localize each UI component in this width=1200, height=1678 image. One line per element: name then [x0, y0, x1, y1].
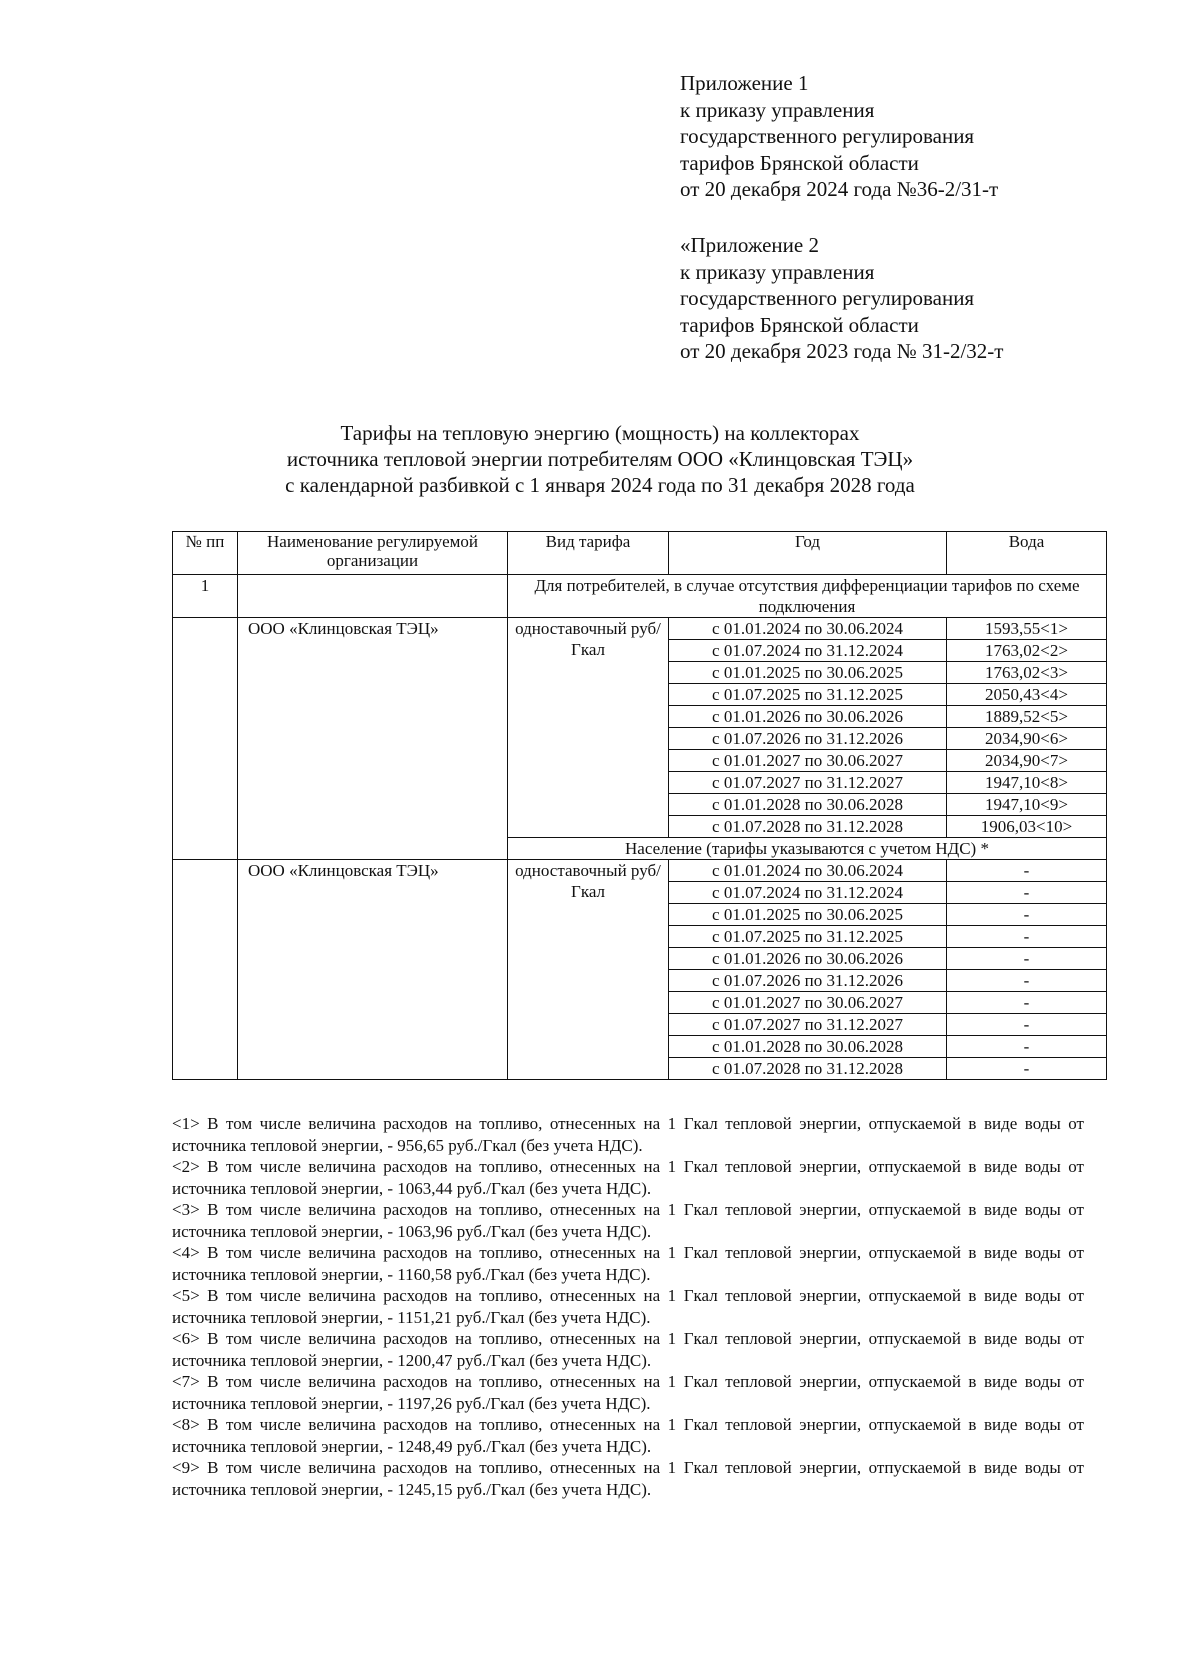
period-cell: с 01.07.2028 по 31.12.2028 [669, 816, 947, 838]
water-value-cell: - [947, 970, 1107, 992]
period-cell: с 01.01.2028 по 30.06.2028 [669, 794, 947, 816]
water-value-cell: - [947, 860, 1107, 882]
period-cell: с 01.01.2025 по 30.06.2025 [669, 662, 947, 684]
header-water: Вода [947, 532, 1107, 575]
water-value-cell: - [947, 992, 1107, 1014]
period-cell: с 01.01.2027 по 30.06.2027 [669, 750, 947, 772]
period-cell: с 01.01.2027 по 30.06.2027 [669, 992, 947, 1014]
footnote: <1> В том числе величина расходов на топливо, отнесенных на 1 Гкал тепловой энергии, отпускаемой в виде воды от источника тепловой энергии, - 956,65 руб./Гкал (без учета НДС). [172, 1114, 1084, 1155]
water-value-cell: 1947,10<8> [947, 772, 1107, 794]
period-cell: с 01.01.2026 по 30.06.2026 [669, 948, 947, 970]
appendix-1-line: от 20 декабря 2024 года №36-2/31-т [680, 177, 999, 201]
table-row [173, 618, 1107, 640]
section-1-title-row [173, 575, 1107, 618]
period-cell: с 01.07.2024 по 31.12.2024 [669, 882, 947, 904]
period-cell: с 01.07.2025 по 31.12.2025 [669, 684, 947, 706]
footnote: <4> В том числе величина расходов на топливо, отнесенных на 1 Гкал тепловой энергии, отпускаемой в виде воды от источника тепловой энергии, - 1160,58 руб./Гкал (без учета НДС). [172, 1243, 1084, 1284]
appendix-2-line: тарифов Брянской области [680, 312, 919, 337]
empty-num-cell [173, 618, 238, 860]
footnote: <6> В том числе величина расходов на топливо, отнесенных на 1 Гкал тепловой энергии, отпускаемой в виде воды от источника тепловой энергии, - 1200,47 руб./Гкал (без учета НДС). [172, 1329, 1084, 1370]
organization-name: ООО «Клинцовская ТЭЦ» [238, 860, 508, 1080]
appendix-2-header [680, 232, 1003, 365]
footnote: <7> В том числе величина расходов на топливо, отнесенных на 1 Гкал тепловой энергии, отпускаемой в виде воды от источника тепловой энергии, - 1197,26 руб./Гкал (без учета НДС). [172, 1372, 1084, 1413]
tariff-type: одноставочный руб/Гкал [508, 860, 669, 1080]
appendix-2-line: от 20 декабря 2023 года № 31-2/32-т [680, 339, 1004, 363]
period-cell: с 01.07.2026 по 31.12.2026 [669, 970, 947, 992]
period-cell: с 01.01.2024 по 30.06.2024 [669, 860, 947, 882]
period-cell: с 01.07.2027 по 31.12.2027 [669, 1014, 947, 1036]
table-header-row [173, 532, 1107, 575]
water-value-cell: - [947, 882, 1107, 904]
water-value-cell: 2034,90<6> [947, 728, 1107, 750]
water-value-cell: - [947, 1036, 1107, 1058]
appendix-2-line: «Приложение 2 [680, 233, 819, 257]
header-tariff-type: Вид тарифа [508, 532, 669, 575]
footnote: <3> В том числе величина расходов на топливо, отнесенных на 1 Гкал тепловой энергии, отпускаемой в виде воды от источника тепловой энергии, - 1063,96 руб./Гкал (без учета НДС). [172, 1200, 1084, 1241]
water-value-cell: - [947, 1014, 1107, 1036]
header-num: № пп [173, 532, 238, 575]
water-value-cell: 2050,43<4> [947, 684, 1107, 706]
water-value-cell: 1763,02<3> [947, 662, 1107, 684]
section-2-title: Население (тарифы указываются с учетом НДС) * [508, 838, 1107, 860]
section-1-title: Для потребителей, в случае отсутствия дифференциации тарифов по схеме подключения [508, 575, 1107, 618]
title-line: с календарной разбивкой с 1 января 2024 года по 31 декабря 2028 года [285, 473, 915, 497]
tariff-type: одноставочный руб/Гкал [508, 618, 669, 838]
footnote: <9> В том числе величина расходов на топливо, отнесенных на 1 Гкал тепловой энергии, отпускаемой в виде воды от источника тепловой энергии, - 1245,15 руб./Гкал (без учета НДС). [172, 1458, 1084, 1499]
period-cell: с 01.07.2026 по 31.12.2026 [669, 728, 947, 750]
footnote: <8> В том числе величина расходов на топливо, отнесенных на 1 Гкал тепловой энергии, отпускаемой в виде воды от источника тепловой энергии, - 1248,49 руб./Гкал (без учета НДС). [172, 1415, 1084, 1456]
row-number: 1 [173, 575, 238, 618]
water-value-cell: 1763,02<2> [947, 640, 1107, 662]
tariff-table [172, 531, 1107, 1080]
period-cell: с 01.01.2026 по 30.06.2026 [669, 706, 947, 728]
period-cell: с 01.07.2024 по 31.12.2024 [669, 640, 947, 662]
empty-num-cell [173, 860, 238, 1080]
water-value-cell: - [947, 926, 1107, 948]
organization-name: ООО «Клинцовская ТЭЦ» [238, 618, 508, 860]
period-cell: с 01.07.2027 по 31.12.2027 [669, 772, 947, 794]
footnote: <2> В том числе величина расходов на топливо, отнесенных на 1 Гкал тепловой энергии, отпускаемой в виде воды от источника тепловой энергии, - 1063,44 руб./Гкал (без учета НДС). [172, 1157, 1084, 1198]
water-value-cell: 1906,03<10> [947, 816, 1107, 838]
water-value-cell: 1889,52<5> [947, 706, 1107, 728]
water-value-cell: - [947, 948, 1107, 970]
water-value-cell: - [947, 904, 1107, 926]
footnotes [172, 1113, 1084, 1500]
period-cell: с 01.07.2025 по 31.12.2025 [669, 926, 947, 948]
water-value-cell: 1593,55<1> [947, 618, 1107, 640]
appendix-2-line: к приказу управления [680, 259, 875, 284]
appendix-1-line: тарифов Брянской области [680, 150, 919, 175]
header-year: Год [669, 532, 947, 575]
appendix-1-line: к приказу управления [680, 97, 875, 122]
empty-cell [238, 575, 508, 618]
footnote: <5> В том числе величина расходов на топливо, отнесенных на 1 Гкал тепловой энергии, отпускаемой в виде воды от источника тепловой энергии, - 1151,21 руб./Гкал (без учета НДС). [172, 1286, 1084, 1327]
table-row [173, 860, 1107, 882]
appendix-2-line: государственного регулирования [680, 286, 975, 310]
appendix-1-line: государственного регулирования [680, 124, 975, 148]
document-title [160, 420, 1040, 498]
title-line: источника тепловой энергии потребителям ООО «Клинцовская ТЭЦ» [286, 447, 914, 471]
period-cell: с 01.07.2028 по 31.12.2028 [669, 1058, 947, 1080]
water-value-cell: 1947,10<9> [947, 794, 1107, 816]
header-org: Наименование регулируемой организации [238, 532, 508, 575]
appendix-1-line: Приложение 1 [680, 71, 809, 95]
period-cell: с 01.01.2025 по 30.06.2025 [669, 904, 947, 926]
period-cell: с 01.01.2024 по 30.06.2024 [669, 618, 947, 640]
period-cell: с 01.01.2028 по 30.06.2028 [669, 1036, 947, 1058]
water-value-cell: 2034,90<7> [947, 750, 1107, 772]
title-line: Тарифы на тепловую энергию (мощность) на коллекторах [340, 421, 860, 445]
water-value-cell: - [947, 1058, 1107, 1080]
appendix-1-header [680, 70, 998, 203]
